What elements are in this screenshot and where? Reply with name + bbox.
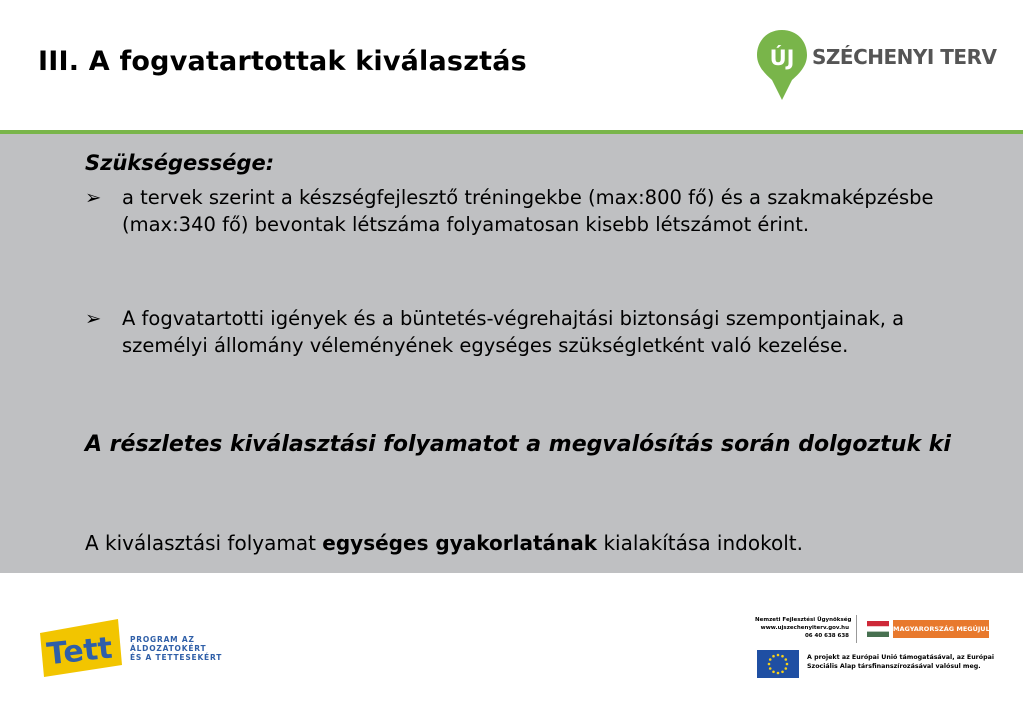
hungarian-flag-icon: [867, 621, 889, 637]
agency-line: Nemzeti Fejlesztési Ügynökség: [755, 617, 852, 623]
tett-program-logo: [38, 615, 223, 680]
arrow-bullet-icon: ➢: [85, 307, 102, 330]
eu-funding-text: [807, 653, 994, 671]
eu-flag-icon: [757, 650, 799, 678]
section-heading-process: A részletes kiválasztási folyamatot a megvalósítás során dolgoztuk ki: [85, 432, 951, 457]
page-title: III. A fogvatartottak kiválasztás: [38, 46, 527, 77]
tett-logo-text: Tett: [45, 630, 115, 673]
location-pin-icon: [755, 28, 811, 108]
header: [0, 0, 1023, 130]
statement-after: kialakítása indokolt.: [597, 531, 803, 555]
conclusion-statement: [85, 531, 803, 555]
list-item-text: a tervek szerint a készségfejlesztő tréningekbe (max:800 fő) és a szakmaképzésbe (max:340 fő) bevontak létszáma folyamatosan kisebb létszámot érint.: [122, 186, 934, 236]
list-item-text: A fogvatartotti igények és a büntetés-végrehajtási biztonsági szempontjainak, a személyi állomány véleményének egységes szükségletként való kezelése.: [122, 307, 905, 357]
tett-program-text: [130, 635, 222, 662]
tett-line: ÉS A TETTESEKÉRT: [130, 653, 223, 662]
logo-text: SZÉCHENYI TERV: [812, 45, 997, 69]
tett-logo-icon: [38, 615, 128, 680]
footer: [0, 573, 1023, 712]
eu-line: A projekt az Európai Unió támogatásával, az Európai: [807, 654, 995, 661]
tett-line: PROGRAM AZ: [130, 635, 195, 644]
eu-line: Szociális Alap társfinanszírozásával valósul meg.: [807, 663, 981, 670]
logo-badge-text: ÚJ: [769, 46, 795, 70]
slide-content: [0, 134, 1023, 573]
agency-line: www.ujszechenyiterv.gov.hu: [760, 625, 849, 631]
arrow-bullet-icon: ➢: [85, 186, 102, 209]
section-heading-necessity: Szükségessége:: [85, 151, 275, 175]
funding-logos: [755, 613, 995, 683]
statement-before: A kiválasztási folyamat: [85, 531, 323, 555]
agency-line: 06 40 638 638: [804, 633, 849, 639]
statement-bold: egységes gyakorlatának: [322, 531, 598, 555]
szechenyi-terv-logo: [755, 28, 995, 108]
tett-line: ÁLDOZATOKÉRT: [130, 644, 207, 653]
agency-text: [755, 616, 852, 640]
divider: [856, 615, 857, 643]
hungary-renewal-banner: MAGYARORSZÁG MEGÚJUL: [893, 620, 989, 638]
